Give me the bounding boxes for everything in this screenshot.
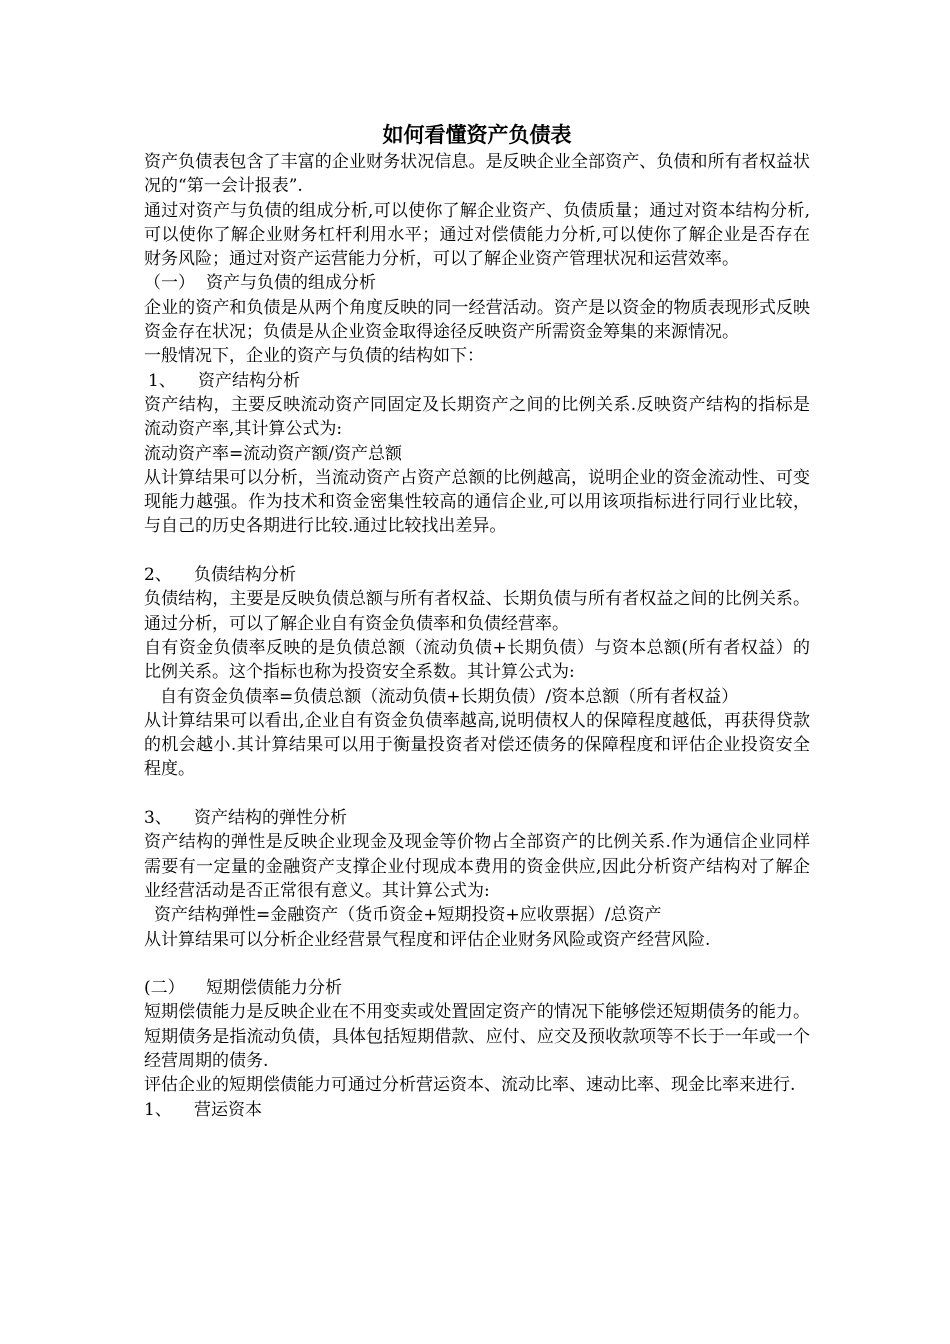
intro-paragraph-2: 通过对资产与负债的组成分析,可以使你了解企业资产、负债质量；通过对资本结构分析,可以使你了解企业财务杠杆利用水平；通过对偿债能力分析,可以使你了解企业是否存在财务风险；通过对资产运营能力分析，可以了解企业资产管理状况和运营效率。 xyxy=(144,200,810,270)
subsection-1-3-formula: 资产结构弹性=金融资产（货币资金+短期投资+应收票据）/总资产 xyxy=(154,905,662,926)
document-body xyxy=(144,120,810,1122)
section-2-paragraph-2: 评估企业的短期偿债能力可通过分析营运资本、流动比率、速动比率、现金比率来进行. xyxy=(144,1075,796,1096)
section-1-paragraph-1: 企业的资产和负债是从两个角度反映的同一经营活动。资产是以资金的物质表现形式反映资金存在状况；负债是从企业资金取得途径反映资产所需资金筹集的来源情况。 xyxy=(144,297,810,343)
subsection-1-3-number: 3、 xyxy=(144,808,172,829)
subsection-1-1-paragraph-1: 资产结构，主要反映流动资产同固定及长期资产之间的比例关系.反映资产结构的指标是流动资产率,其计算公式为: xyxy=(144,394,810,440)
section-2-number: (二） xyxy=(144,978,185,999)
subsection-1-2-paragraph-3: 从计算结果可以看出,企业自有资金负债率越高,说明债权人的保障程度越低，再获得贷款的机会越小.其计算结果可以用于衡量投资者对偿还债务的保障程度和评估企业投资安全程度。 xyxy=(144,710,810,780)
section-1-title: 资产与负债的组成分析 xyxy=(206,273,376,294)
document-title: 如何看懂资产负债表 xyxy=(382,122,572,147)
subsection-1-3-title: 资产结构的弹性分析 xyxy=(194,808,347,829)
subsection-1-3-paragraph-1: 资产结构的弹性是反映企业现金及现金等价物占全部资产的比例关系.作为通信企业同样需要有一定量的金融资产支撑企业付现成本费用的资金供应,因此分析资产结构对了解企业经营活动是否正常很有意义。其计算公式为: xyxy=(144,832,810,901)
subsection-1-2-formula: 自有资金负债率=负债总额（流动负债+长期负债）/资本总额（所有者权益） xyxy=(160,686,739,707)
section-1-number: （一） xyxy=(144,273,195,294)
subsection-1-1-formula: 流动资产率=流动资产额/资产总额 xyxy=(144,443,402,464)
subsection-2-1-title: 营运资本 xyxy=(194,1099,262,1120)
blank-line xyxy=(144,952,810,976)
section-2-paragraph-1: 短期偿债能力是反映企业在不用变卖或处置固定资产的情况下能够偿还短期债务的能力。短期债务是指流动负债，具体包括短期借款、应付、应交及预收款项等不长于一年或一个经营周期的债务. xyxy=(144,1002,810,1071)
subsection-1-2-title: 负债结构分析 xyxy=(194,565,296,586)
subsection-1-1-number: 1、 xyxy=(148,370,176,391)
section-2-title: 短期偿债能力分析 xyxy=(206,978,342,999)
subsection-2-1-number: 1、 xyxy=(144,1099,172,1120)
subsection-1-1-title: 资产结构分析 xyxy=(198,370,300,391)
subsection-1-3-paragraph-2: 从计算结果可以分析企业经营景气程度和评估企业财务风险或资产经营风险. xyxy=(144,929,711,950)
blank-line xyxy=(144,782,810,806)
subsection-1-2-number: 2、 xyxy=(144,565,172,586)
subsection-1-1-paragraph-2: 从计算结果可以分析，当流动资产占资产总额的比例越高，说明企业的资金流动性、可变现能力越强。作为技术和资金密集性较高的通信企业,可以用该项指标进行同行业比较，与自己的历史各期进行比较.通过比较找出差异。 xyxy=(144,467,810,537)
subsection-1-2-paragraph-2: 自有资金负债率反映的是负债总额（流动负债+长期负债）与资本总额(所有者权益）的比例关系。这个指标也称为投资安全系数。其计算公式为: xyxy=(144,637,810,683)
subsection-1-2-heading xyxy=(144,563,810,587)
subsection-1-1-heading xyxy=(144,369,810,393)
section-1-paragraph-2: 一般情况下，企业的资产与负债的结构如下： xyxy=(144,346,484,367)
subsection-1-3-heading xyxy=(144,806,810,830)
intro-paragraph-1: 资产负债表包含了丰富的企业财务状况信息。是反映企业全部资产、负债和所有者权益状况的“第一会计报表”. xyxy=(144,152,810,197)
section-2-heading xyxy=(144,976,810,1000)
blank-line xyxy=(144,539,810,563)
section-1-heading xyxy=(144,271,810,295)
subsection-1-2-paragraph-1: 负债结构，主要是反映负债总额与所有者权益、长期负债与所有者权益之间的比例关系。通过分析，可以了解企业自有资金负债率和负债经营率。 xyxy=(144,589,810,634)
subsection-2-1-heading xyxy=(144,1098,810,1122)
